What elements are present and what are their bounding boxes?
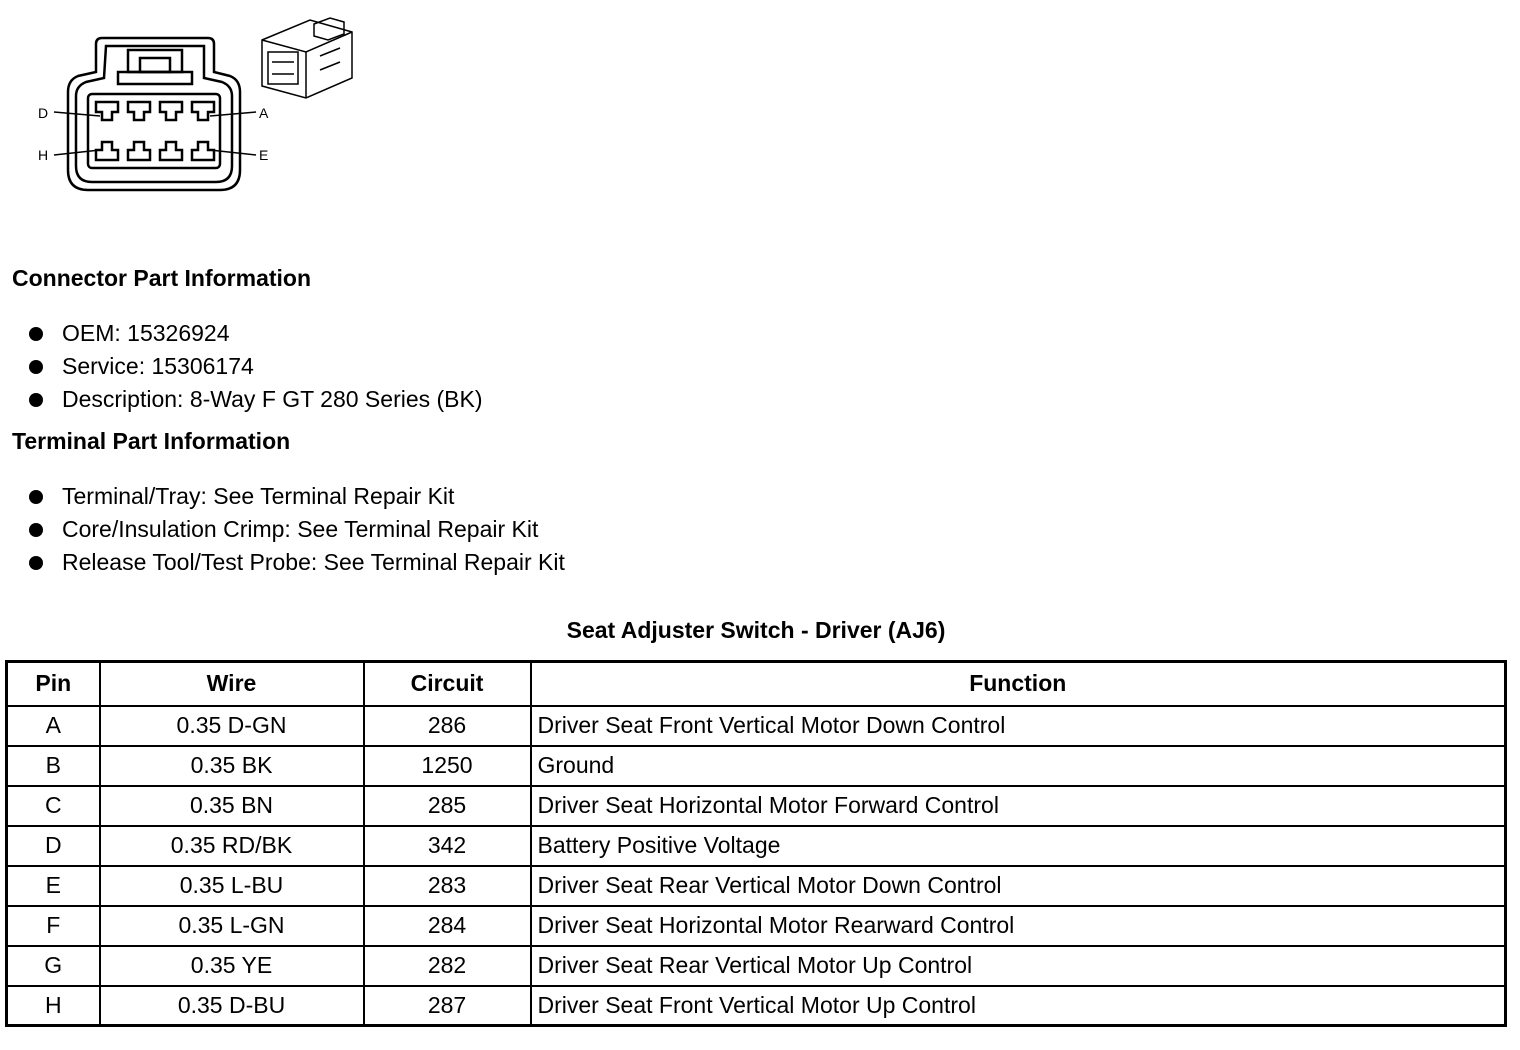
wire-cell: 0.35 L-GN [100, 906, 364, 946]
circuit-cell: 286 [364, 706, 531, 746]
function-cell: Driver Seat Rear Vertical Motor Up Control [531, 946, 1506, 986]
header-function: Function [531, 662, 1506, 706]
circuit-cell: 342 [364, 826, 531, 866]
table-title: Seat Adjuster Switch - Driver (AJ6) [566, 617, 946, 643]
circuit-cell: 284 [364, 906, 531, 946]
table-row [7, 706, 1506, 746]
wire-cell: 0.35 L-BU [100, 866, 364, 906]
function-cell: Driver Seat Rear Vertical Motor Down Control [531, 866, 1506, 906]
bullet-icon [29, 490, 43, 504]
wire-cell: 0.35 RD/BK [100, 826, 364, 866]
header-circuit: Circuit [364, 662, 531, 706]
circuit-cell: 1250 [364, 746, 531, 786]
pin-cell: D [7, 826, 100, 866]
bullet-icon [29, 327, 43, 341]
circuit-cell: 285 [364, 786, 531, 826]
wire-cell: 0.35 BN [100, 786, 364, 826]
pin-cell: A [7, 706, 100, 746]
function-cell: Driver Seat Front Vertical Motor Down Control [531, 706, 1506, 746]
list-item: Core/Insulation Crimp: See Terminal Repair Kit [0, 513, 565, 546]
bullet-icon [29, 556, 43, 570]
terminal-info-heading: Terminal Part Information [12, 428, 291, 454]
list-item: Service: 15306174 [0, 350, 483, 383]
pin-label-e: E [259, 147, 269, 163]
circuit-cell: 287 [364, 986, 531, 1026]
list-item: Description: 8-Way F GT 280 Series (BK) [0, 383, 483, 416]
wire-cell: 0.35 BK [100, 746, 364, 786]
pin-cell: E [7, 866, 100, 906]
list-item: Release Tool/Test Probe: See Terminal Repair Kit [0, 546, 565, 579]
wire-cell: 0.35 D-BU [100, 986, 364, 1026]
pinout-table [5, 660, 1507, 1027]
wire-cell: 0.35 YE [100, 946, 364, 986]
bullet-icon [29, 393, 43, 407]
pin-label-d: D [38, 105, 49, 121]
bullet-icon [29, 360, 43, 374]
list-item: OEM: 15326924 [0, 317, 483, 350]
pin-cell: C [7, 786, 100, 826]
pin-cell: F [7, 906, 100, 946]
pin-label-a: A [259, 105, 269, 121]
connector-info-list [0, 317, 483, 416]
table-row [7, 746, 1506, 786]
header-pin: Pin [7, 662, 100, 706]
table-row [7, 866, 1506, 906]
bullet-icon [29, 523, 43, 537]
function-cell: Driver Seat Front Vertical Motor Up Control [531, 986, 1506, 1026]
header-wire: Wire [100, 662, 364, 706]
connector-face-diagram [0, 0, 380, 200]
table-row [7, 986, 1506, 1026]
function-cell: Driver Seat Horizontal Motor Forward Control [531, 786, 1506, 826]
table-row [7, 906, 1506, 946]
list-item: Terminal/Tray: See Terminal Repair Kit [0, 480, 565, 513]
pin-cell: G [7, 946, 100, 986]
pin-label-h: H [38, 147, 49, 163]
table-header-row [7, 662, 1506, 706]
function-cell: Driver Seat Horizontal Motor Rearward Control [531, 906, 1506, 946]
function-cell: Ground [531, 746, 1506, 786]
table-row [7, 946, 1506, 986]
function-cell: Battery Positive Voltage [531, 826, 1506, 866]
connector-info-heading: Connector Part Information [12, 265, 312, 291]
circuit-cell: 283 [364, 866, 531, 906]
pin-cell: H [7, 986, 100, 1026]
table-row [7, 786, 1506, 826]
terminal-info-list [0, 480, 565, 579]
pin-cell: B [7, 746, 100, 786]
circuit-cell: 282 [364, 946, 531, 986]
table-row [7, 826, 1506, 866]
wire-cell: 0.35 D-GN [100, 706, 364, 746]
